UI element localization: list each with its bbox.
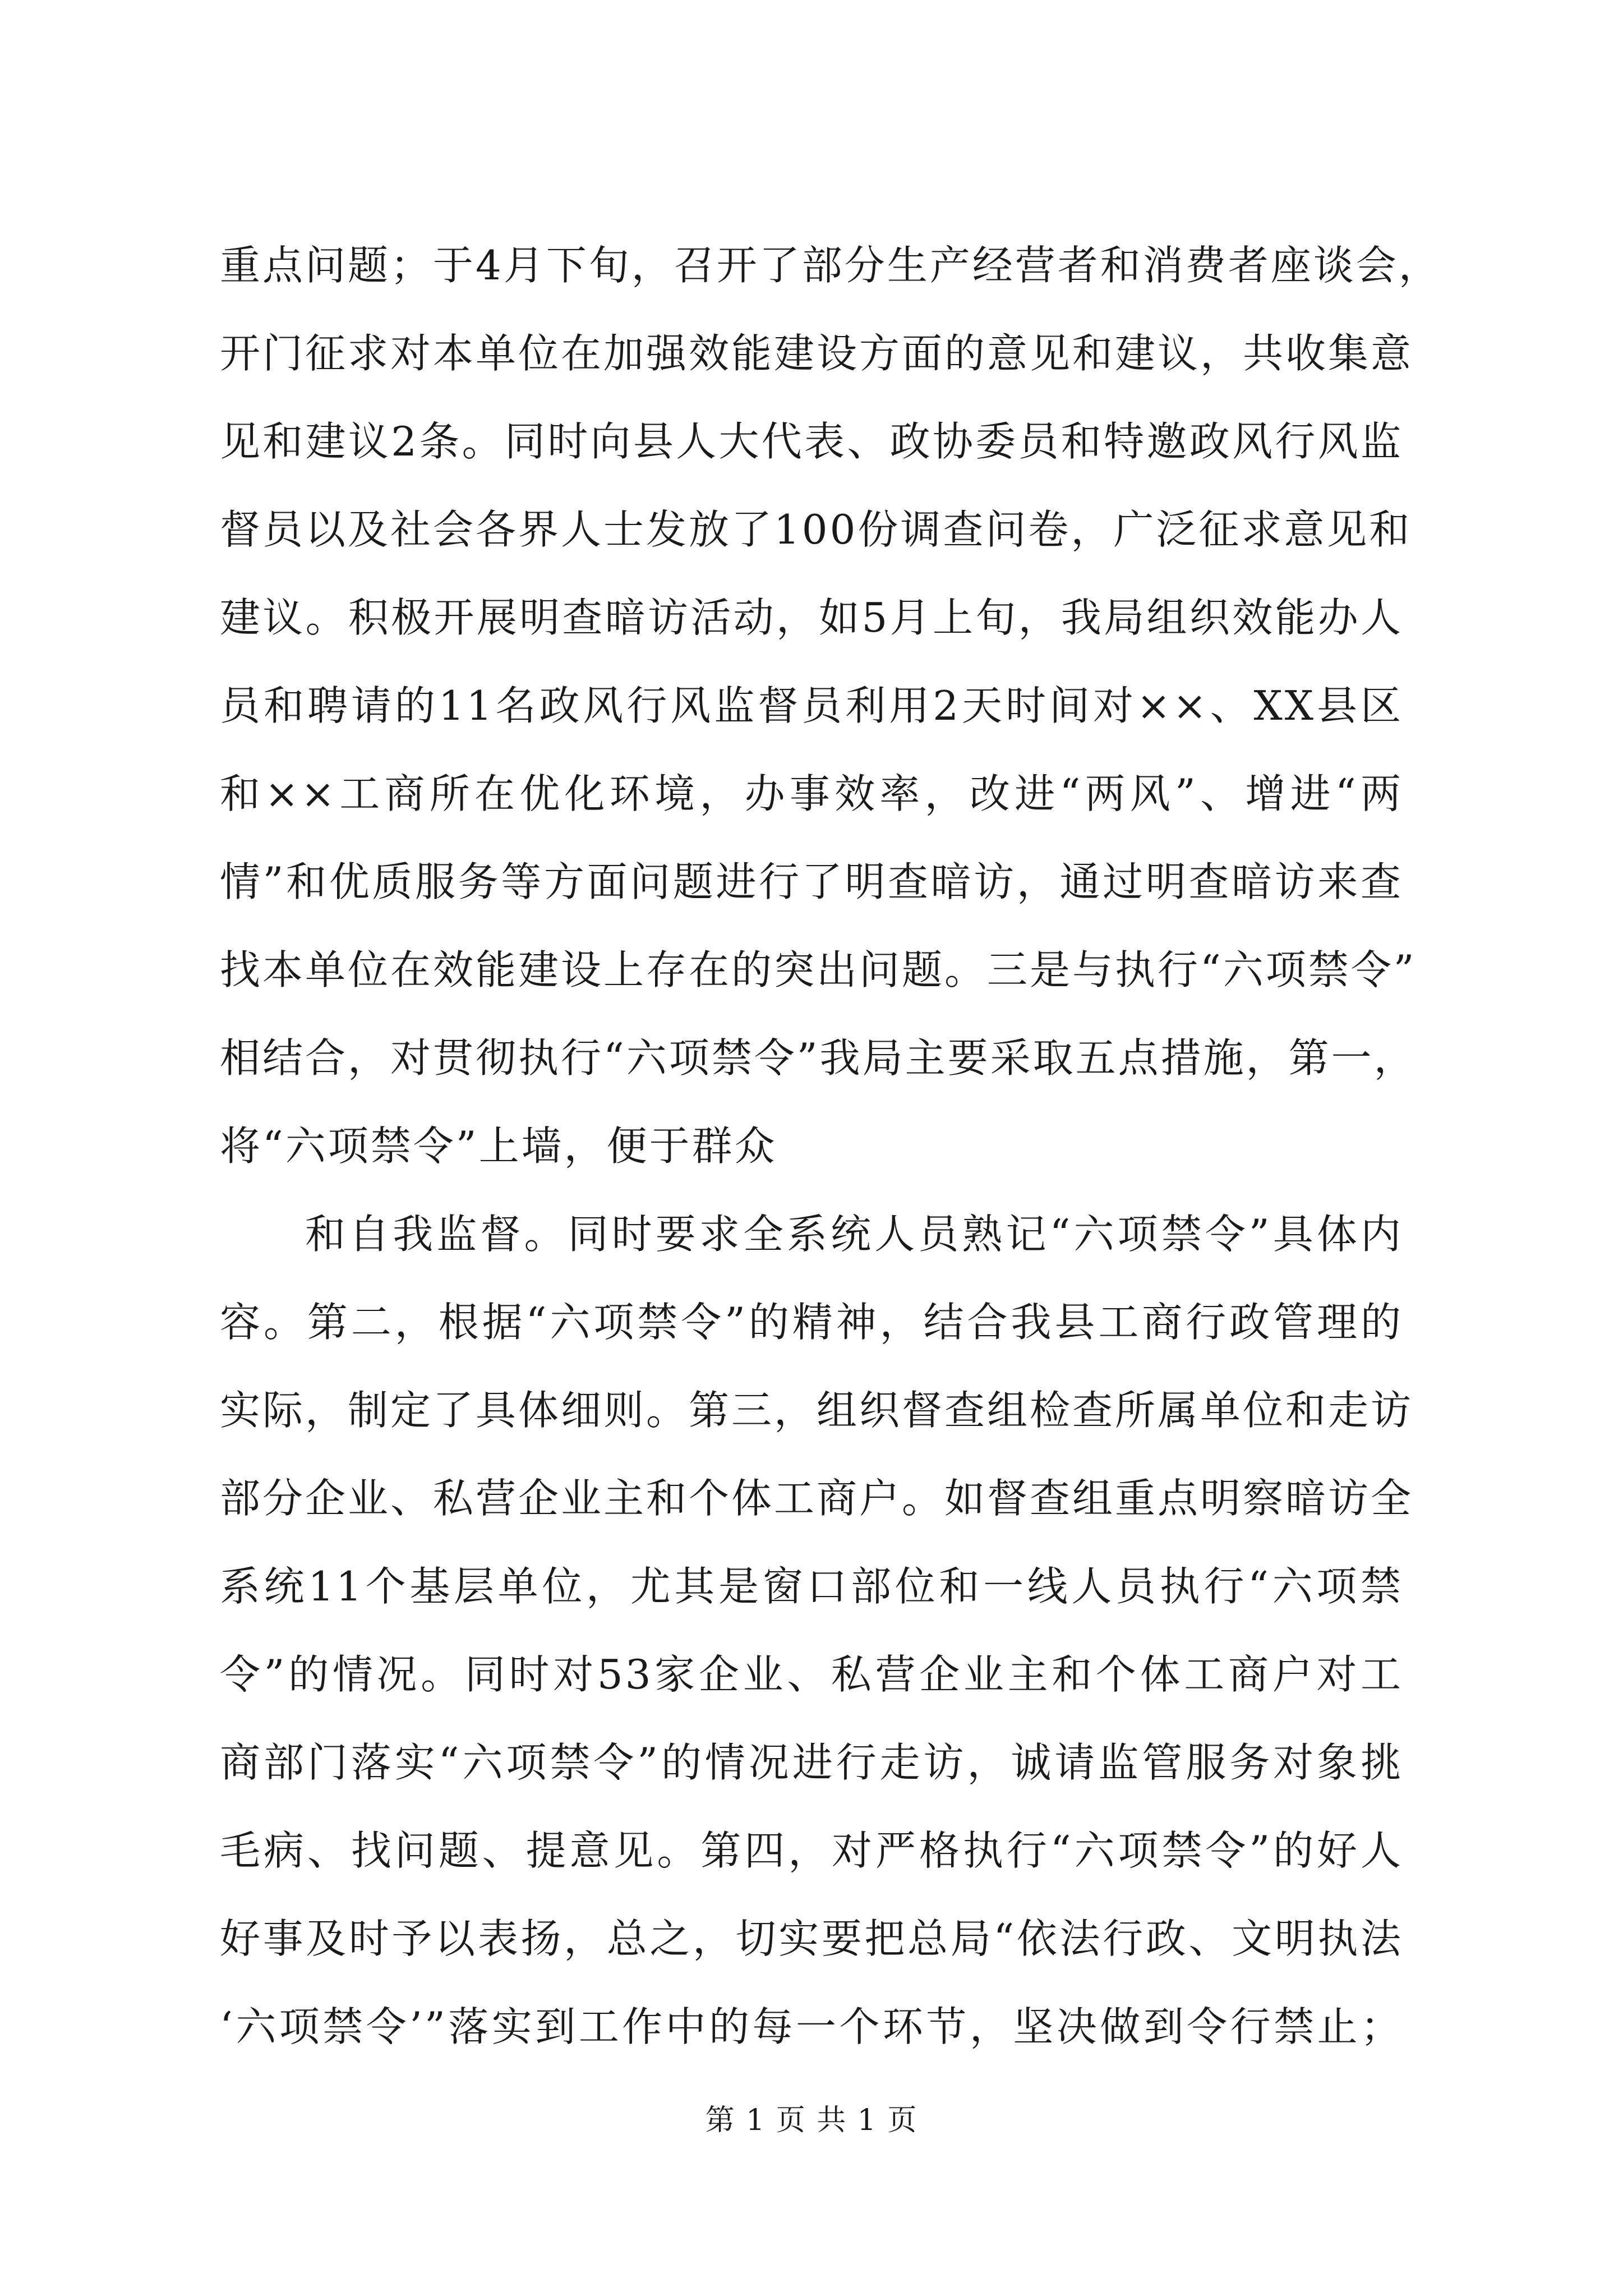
document-body: [220, 222, 1441, 2071]
text-line: 实际，制定了具体细则。第三，组织督查组检查所属单位和走访: [220, 1387, 1414, 1434]
text-line: 情”和优质服务等方面问题进行了明查暗访，通过明查暗访来查: [220, 858, 1403, 905]
text-line: 毛病、找问题、提意见。第四，对严格执行“六项禁令”的好人: [220, 1827, 1403, 1874]
text-line: 和自我监督。同时要求全系统人员熟记“六项禁令”具体内: [305, 1211, 1403, 1258]
text-line: 商部门落实“六项禁令”的情况进行走访，诚请监管服务对象挑: [220, 1739, 1403, 1786]
text-line: ‘六项禁令’”落实到工作中的每一个环节，坚决做到令行禁止；: [220, 2003, 1403, 2050]
text-line: 见和建议2条。同时向县人大代表、政协委员和特邀政风行风监: [220, 418, 1403, 465]
text-line: 督员以及社会各界人士发放了100份调查问卷，广泛征求意见和: [220, 506, 1412, 553]
text-line: 容。第二，根据“六项禁令”的精神，结合我县工商行政管理的: [220, 1299, 1403, 1346]
text-line: 好事及时予以表扬，总之，切实要把总局“依法行政、文明执法: [220, 1915, 1403, 1962]
text-line: 部分企业、私营企业主和个体工商户。如督查组重点明察暗访全: [220, 1475, 1414, 1522]
text-line: 相结合，对贯彻执行“六项禁令”我局主要采取五点措施，第一，: [220, 1034, 1417, 1082]
text-line: 重点问题；于4月下旬，召开了部分生产经营者和消费者座谈会，: [220, 242, 1441, 289]
text-line: 建议。积极开展明查暗访活动，如5月上旬，我局组织效能办人: [220, 594, 1403, 641]
paragraph-2: [220, 1190, 1414, 2071]
text-line: 找本单位在效能建设上存在的突出问题。三是与执行“六项禁令”: [220, 946, 1417, 993]
text-line: 令”的情况。同时对53家企业、私营企业主和个体工商户对工: [220, 1651, 1403, 1698]
text-line: 开门征求对本单位在加强效能建设方面的意见和建议，共收集意: [220, 330, 1414, 377]
paragraph-1: [220, 222, 1441, 1190]
page-number-footer: 第 1 页 共 1 页: [705, 2104, 918, 2137]
text-line: 和××工商所在优化环境，办事效率，改进“两风”、增进“两: [220, 770, 1403, 817]
text-line: 系统11个基层单位，尤其是窗口部位和一线人员执行“六项禁: [220, 1563, 1403, 1610]
text-line: 员和聘请的11名政风行风监督员利用2天时间对××、XX县区: [220, 682, 1403, 729]
text-line: 将“六项禁令”上墙，便于群众: [220, 1122, 777, 1170]
